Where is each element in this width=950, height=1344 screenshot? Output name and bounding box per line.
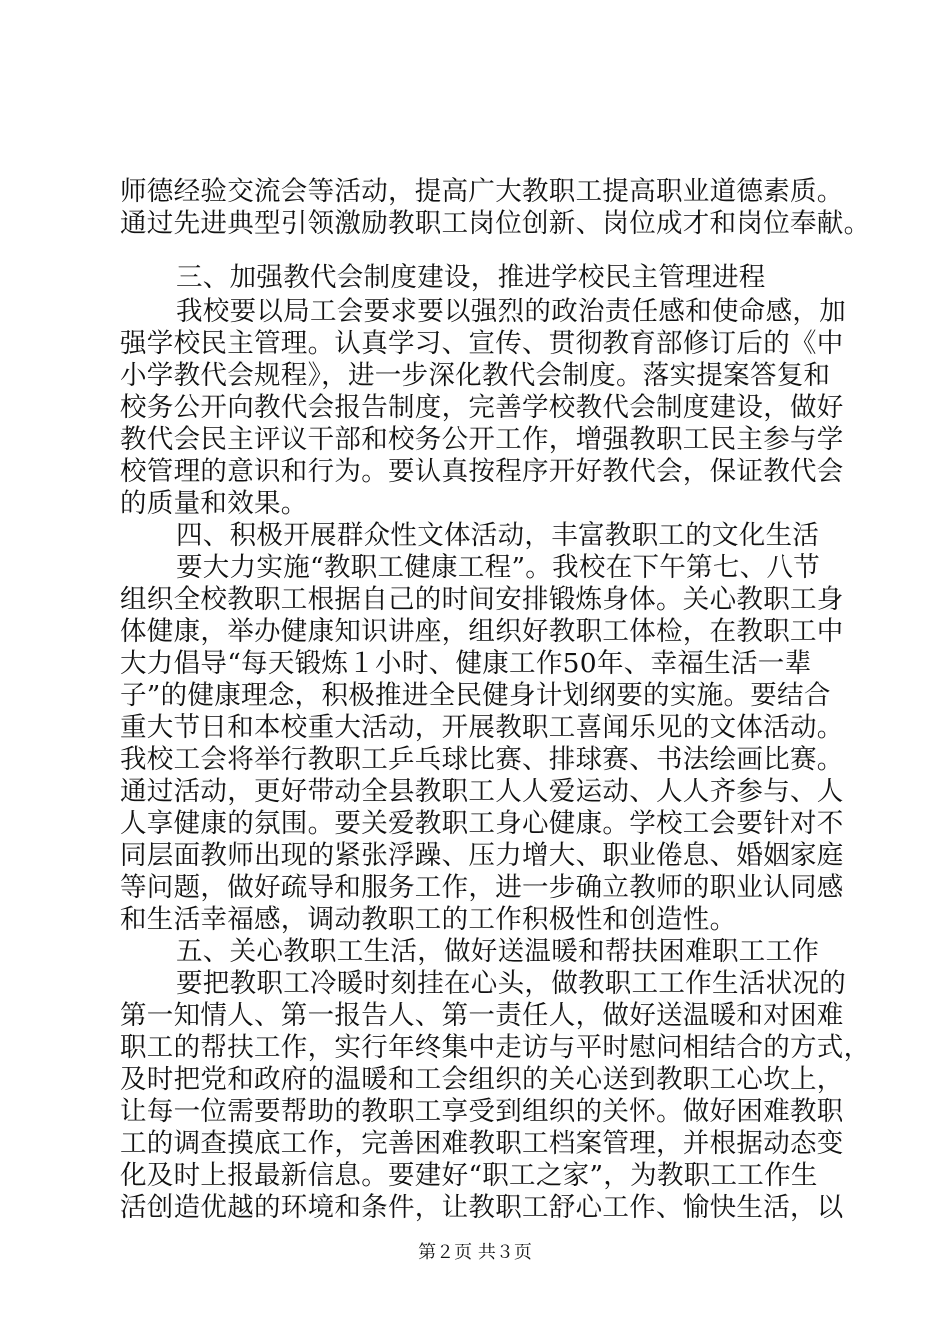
body-text-line: 要大力实施“教职工健康工程”。我校在下午第七、八节: [176, 552, 821, 583]
section-heading-4: 四、积极开展群众性文体活动，丰富教职工的文化生活: [176, 520, 820, 551]
body-text-line: 子”的健康理念，积极推进全民健身计划纲要的实施。要结合: [120, 680, 831, 711]
body-text-line: 和生活幸福感，调动教职工的工作积极性和创造性。: [120, 904, 737, 935]
page-number-footer: 第２页 共３页: [418, 1242, 532, 1263]
body-text-line: 职工的帮扶工作，实行年终集中走访与平时慰问相结合的方式，: [120, 1032, 871, 1063]
body-text-line: 组织全校教职工根据自己的时间安排锻炼身体。关心教职工身: [120, 584, 844, 615]
body-text-line: 大力倡导“每天锻炼１小时、健康工作50年、幸福生活一辈: [120, 648, 812, 679]
body-text-line: 及时把党和政府的温暖和工会组织的关心送到教职工心坎上，: [120, 1064, 844, 1095]
body-text-line: 等问题，做好疏导和服务工作，进一步确立教师的职业认同感: [120, 872, 844, 903]
section-heading-3: 三、加强教代会制度建设，推进学校民主管理进程: [176, 262, 766, 293]
body-text-line: 重大节日和本校重大活动，开展教职工喜闻乐见的文体活动。: [120, 712, 844, 743]
body-text-line: 校务公开向教代会报告制度，完善学校教代会制度建设，做好: [120, 392, 844, 423]
body-text-line: 教代会民主评议干部和校务公开工作，增强教职工民主参与学: [120, 424, 844, 455]
body-text-line: 同层面教师出现的紧张浮躁、压力增大、职业倦息、婚姻家庭: [120, 840, 844, 871]
body-text-line: 让每一位需要帮助的教职工享受到组织的关怀。做好困难教职: [120, 1096, 844, 1127]
body-text-line: 体健康，举办健康知识讲座，组织好教职工体检，在教职工中: [120, 616, 844, 647]
body-text-line: 我校工会将举行教职工乒乓球比赛、排球赛、书法绘画比赛。: [120, 744, 844, 775]
body-text-line: 强学校民主管理。认真学习、宣传、贯彻教育部修订后的《中: [120, 328, 844, 359]
body-text-line: 第一知情人、第一报告人、第一责任人，做好送温暖和对困难: [120, 1000, 844, 1031]
body-text-line: 通过先进典型引领激励教职工岗位创新、岗位成才和岗位奉献。: [120, 208, 871, 239]
body-text-line: 师德经验交流会等活动，提高广大教职工提高职业道德素质。: [120, 176, 844, 207]
body-text-line: 人享健康的氛围。要关爱教职工身心健康。学校工会要针对不: [120, 808, 844, 839]
body-text-line: 活创造优越的环境和条件，让教职工舒心工作、愉快生活，以: [120, 1192, 844, 1223]
body-text-line: 化及时上报最新信息。要建好“职工之家”，为教职工工作生: [120, 1160, 818, 1191]
body-text-line: 校管理的意识和行为。要认真按程序开好教代会，保证教代会: [120, 456, 844, 487]
body-text-line: 我校要以局工会要求要以强烈的政治责任感和使命感，加: [176, 296, 846, 327]
body-text-line: 要把教职工冷暖时刻挂在心头，做教职工工作生活状况的: [176, 968, 846, 999]
section-heading-5: 五、关心教职工生活，做好送温暖和帮扶困难职工工作: [176, 936, 820, 967]
body-text-line: 的质量和效果。: [120, 488, 308, 519]
body-text-line: 小学教代会规程》，进一步深化教代会制度。落实提案答复和: [120, 360, 831, 391]
body-text-line: 工的调查摸底工作，完善困难教职工档案管理，并根据动态变: [120, 1128, 844, 1159]
body-text-line: 通过活动，更好带动全县教职工人人爱运动、人人齐参与、人: [120, 776, 844, 807]
